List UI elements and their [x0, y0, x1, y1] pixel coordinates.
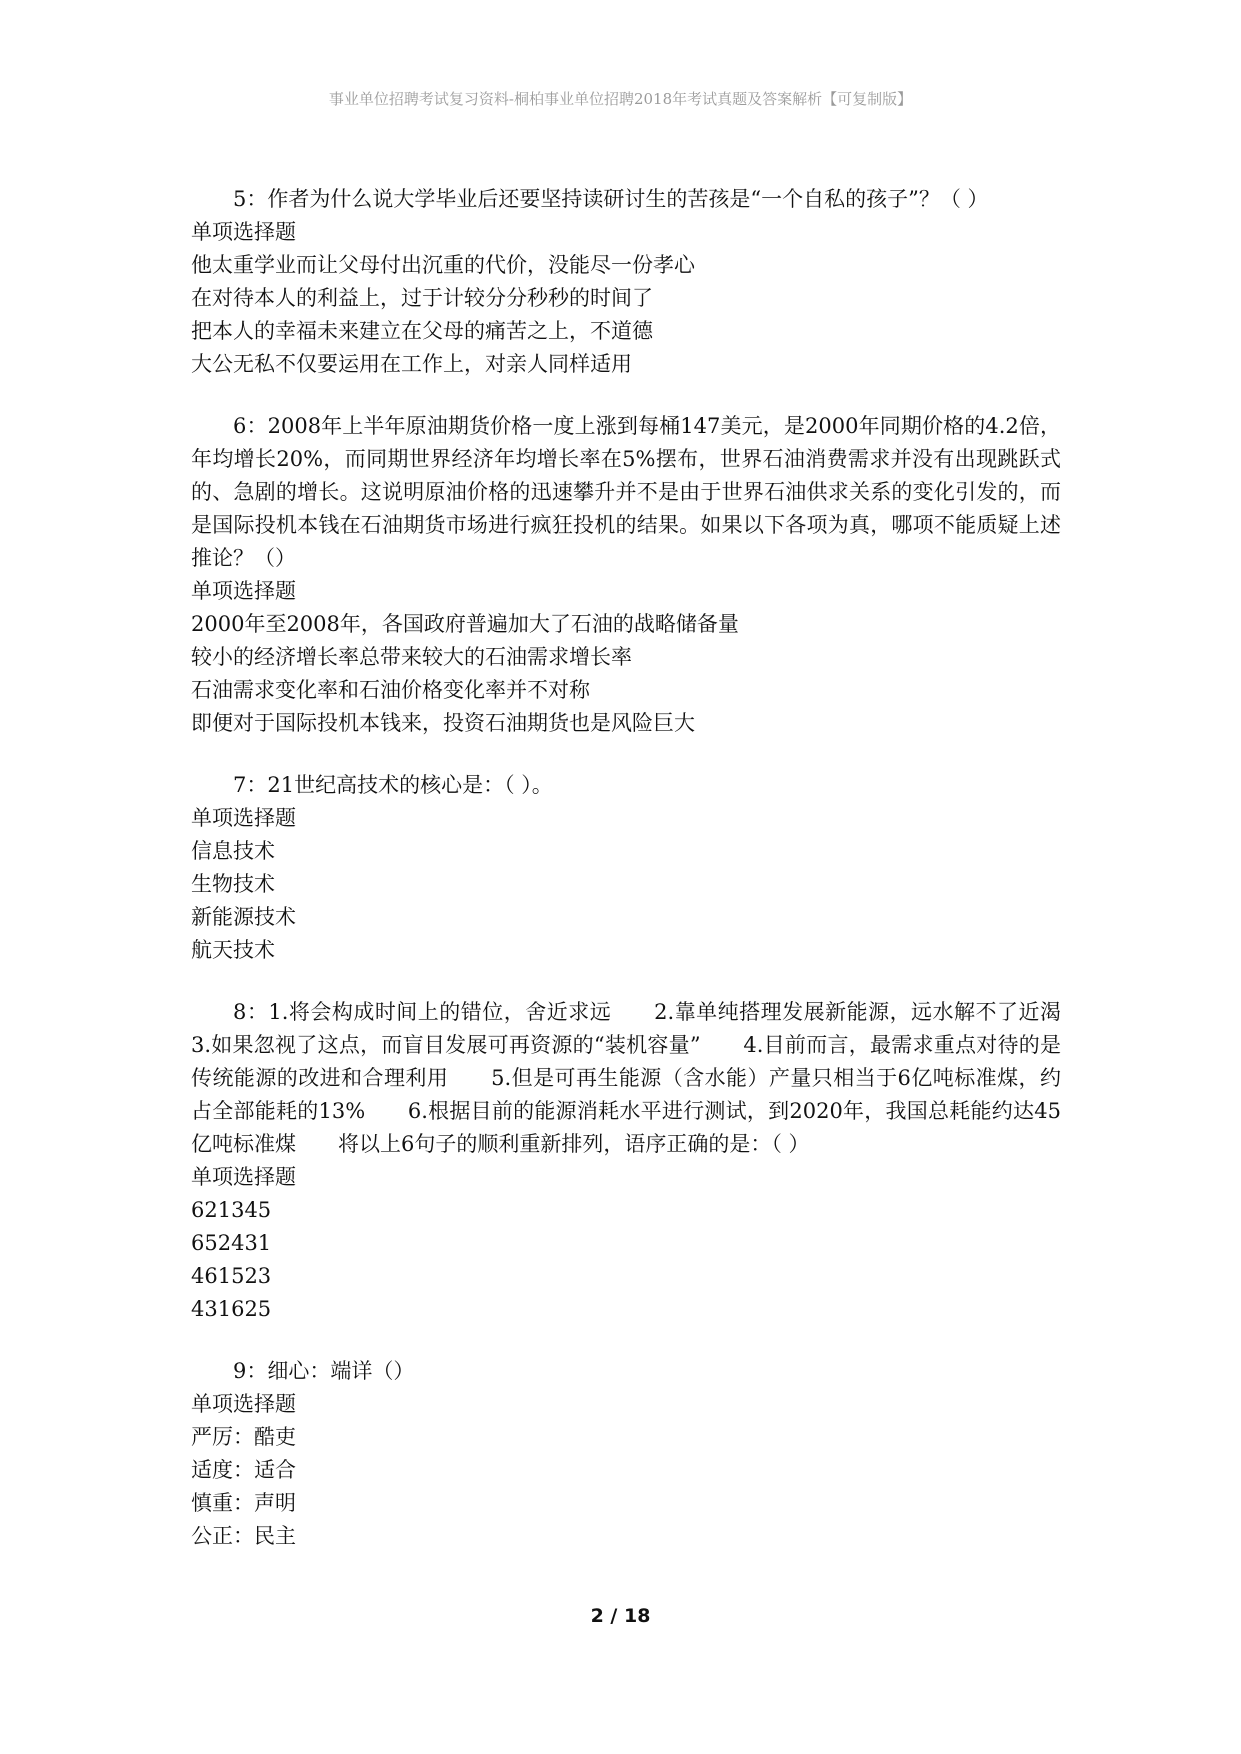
option-a: 2000年至2008年，各国政府普遍加大了石油的战略储备量 — [191, 612, 739, 636]
option-c: 慎重：声明 — [191, 1491, 296, 1515]
question-type: 单项选择题 — [191, 220, 296, 244]
question-6 — [191, 410, 1061, 740]
question-text: 7：21世纪高技术的核心是：（ ）。 — [233, 773, 553, 797]
question-type: 单项选择题 — [191, 1392, 296, 1416]
question-8 — [191, 996, 1103, 1326]
option-d: 大公无私不仅要运用在工作上，对亲人同样适用 — [191, 352, 632, 376]
question-7 — [191, 769, 1061, 967]
option-d: 公正：民主 — [191, 1524, 296, 1548]
option-a: 621345 — [191, 1198, 272, 1222]
option-a: 严厉：酷吏 — [191, 1425, 296, 1449]
question-list — [191, 183, 1103, 1582]
question-type: 单项选择题 — [191, 806, 296, 830]
question-type: 单项选择题 — [191, 1165, 296, 1189]
option-b: 较小的经济增长率总带来较大的石油需求增长率 — [191, 645, 632, 669]
option-b: 在对待本人的利益上，过于计较分分秒秒的时间了 — [191, 286, 653, 310]
question-type: 单项选择题 — [191, 579, 296, 603]
option-b: 生物技术 — [191, 872, 275, 896]
option-c: 新能源技术 — [191, 905, 296, 929]
question-text: 9：细心：端详（） — [233, 1359, 415, 1383]
option-d: 即便对于国际投机本钱来，投资石油期货也是风险巨大 — [191, 711, 695, 735]
option-c: 461523 — [191, 1264, 272, 1288]
question-text: 8：1.将会构成时间上的错位，舍近求远 2.靠单纯搭理发展新能源，远水解不了近渴 3.如果忽视了这点，而盲目发展可再资源的“装机容量” 4.目前而言，最需求重点对待的是传统能源的改进和合理利用 5.但是可再生能源（含水能）产量只相当于6亿吨标准煤，约占全部能耗的13% 6.根据目前的能源消耗水平进行测试，到2020年，我国总耗能约达45亿吨标准煤 将以上6句子的顺利重新排列，语序正确的是：（ ） — [191, 1000, 1103, 1156]
option-d: 431625 — [191, 1297, 272, 1321]
option-c: 把本人的幸福未来建立在父母的痛苦之上，不道德 — [191, 319, 653, 343]
page-header: 事业单位招聘考试复习资料-桐柏事业单位招聘2018年考试真题及答案解析【可复制版】 — [328, 90, 913, 108]
option-a: 信息技术 — [191, 839, 275, 863]
question-9 — [191, 1355, 1061, 1553]
question-5 — [191, 183, 1061, 381]
option-d: 航天技术 — [191, 938, 275, 962]
question-text: 6：2008年上半年原油期货价格一度上涨到每桶147美元，是2000年同期价格的4.2倍，年均增长20%，而同期世界经济年均增长率在5%摆布，世界石油消费需求并没有出现跳跃式的、急剧的增长。这说明原油价格的迅速攀升并不是由于世界石油供求关系的变化引发的，而是国际投机本钱在石油期货市场进行疯狂投机的结果。如果以下各项为真，哪项不能质疑上述推论？（） — [191, 414, 1061, 570]
option-b: 适度：适合 — [191, 1458, 296, 1482]
page-number: 2 / 18 — [590, 1605, 651, 1627]
option-b: 652431 — [191, 1231, 272, 1255]
question-text: 5：作者为什么说大学毕业后还要坚持读研讨生的苦孩是“一个自私的孩子”？（ ） — [233, 187, 989, 211]
option-c: 石油需求变化率和石油价格变化率并不对称 — [191, 678, 590, 702]
option-a: 他太重学业而让父母付出沉重的代价，没能尽一份孝心 — [191, 253, 695, 277]
